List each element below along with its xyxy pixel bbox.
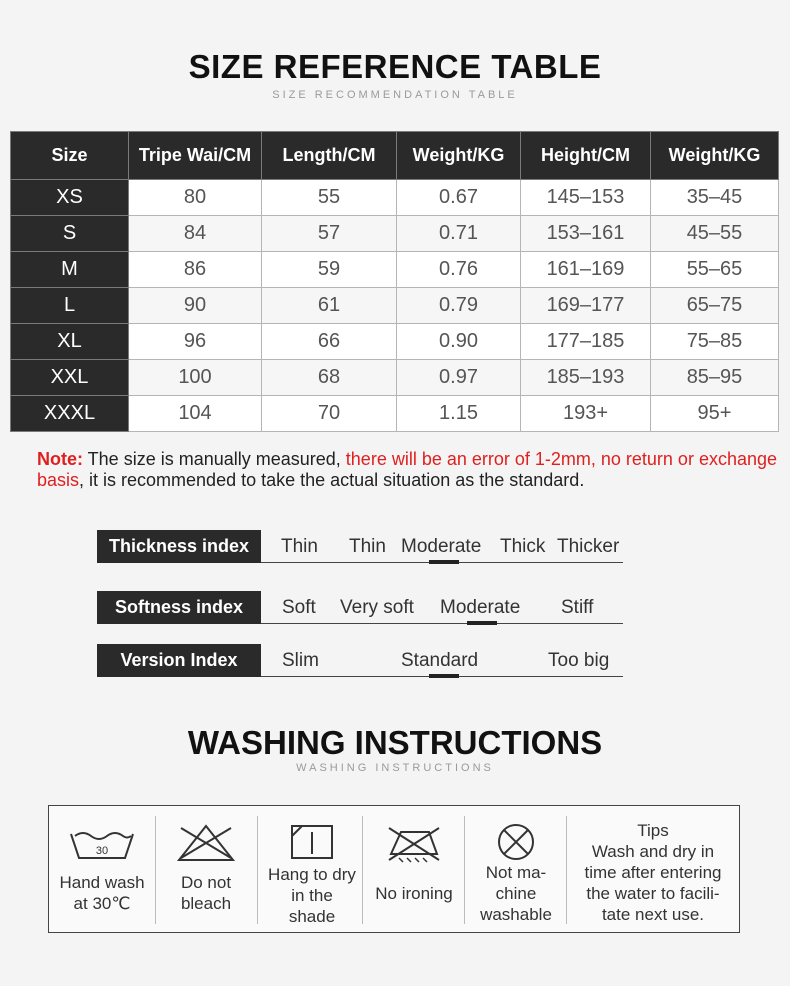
- table-cell: 84: [129, 216, 262, 252]
- size-table-title: SIZE REFERENCE TABLE: [188, 48, 602, 85]
- tips-item: [568, 816, 738, 924]
- header-size: Size: [11, 132, 129, 180]
- table-cell: 0.90: [397, 324, 521, 360]
- table-cell: 45–55: [651, 216, 779, 252]
- thickness-index-label: Thickness index: [97, 530, 261, 563]
- no-bleach-item: [157, 816, 255, 924]
- no-bleach-line: bleach: [180, 894, 232, 913]
- note-label: Note:: [37, 449, 83, 469]
- table-cell: 0.97: [397, 360, 521, 396]
- hand-wash-item: [51, 816, 153, 924]
- no-ironing-line: No ironing: [375, 884, 453, 903]
- no-machine-line: chine: [495, 884, 537, 903]
- header-waist: Tripe Wai/CM: [129, 132, 262, 180]
- hand-wash-icon: [69, 824, 135, 864]
- header-body-weight: Weight/KG: [651, 132, 779, 180]
- table-cell: 57: [262, 216, 397, 252]
- table-cell: 75–85: [651, 324, 779, 360]
- table-row: [11, 180, 779, 216]
- no-bleach-line: Do not: [180, 873, 232, 892]
- table-cell: 193+: [521, 396, 651, 432]
- divider: [464, 816, 465, 924]
- hand-wash-line: at 30℃: [73, 894, 131, 913]
- softness-index-label: Softness index: [97, 591, 261, 624]
- table-cell: 55: [262, 180, 397, 216]
- table-cell: 100: [129, 360, 262, 396]
- version-index-row: [97, 644, 623, 680]
- table-cell: 66: [262, 324, 397, 360]
- table-cell: 70: [262, 396, 397, 432]
- hang-dry-icon: [290, 824, 334, 860]
- no-machine-line: Not ma-: [485, 863, 547, 882]
- note-text: The size is manually measured,: [83, 449, 346, 469]
- tips-line: tate next use.: [601, 905, 705, 924]
- table-header-row: [11, 132, 779, 180]
- size-reference-table: [10, 131, 779, 432]
- divider: [566, 816, 567, 924]
- note-warning: there will be an error of 1-2mm, no return or exchange basis: [37, 449, 778, 490]
- softness-index-row: [97, 591, 623, 627]
- table-cell: 85–95: [651, 360, 779, 396]
- divider: [155, 816, 156, 924]
- table-row: [11, 360, 779, 396]
- tips-line: time after entering: [584, 863, 722, 882]
- thickness-option: Moderate: [401, 536, 482, 557]
- table-cell: 153–161: [521, 216, 651, 252]
- size-note: [37, 449, 777, 491]
- table-cell: 0.67: [397, 180, 521, 216]
- hang-dry-item: [259, 816, 365, 924]
- table-cell: 61: [262, 288, 397, 324]
- note-text-end: , it is recommended to take the actual situation as the standard.: [79, 470, 585, 490]
- table-cell: 90: [129, 288, 262, 324]
- tips-line: Wash and dry in: [591, 842, 715, 861]
- hang-dry-line: Hang to dry: [268, 865, 356, 884]
- no-machine-wash-icon: [494, 822, 538, 862]
- table-cell: 55–65: [651, 252, 779, 288]
- divider: [362, 816, 363, 924]
- size-cell: XL: [11, 324, 129, 360]
- no-bleach-text: [157, 872, 255, 914]
- table-cell: 161–169: [521, 252, 651, 288]
- table-cell: 59: [262, 252, 397, 288]
- table-cell: 65–75: [651, 288, 779, 324]
- thickness-option: Thin: [349, 536, 386, 557]
- table-cell: 35–45: [651, 180, 779, 216]
- header-height: Height/CM: [521, 132, 651, 180]
- table-cell: 185–193: [521, 360, 651, 396]
- no-ironing-icon: [385, 824, 443, 864]
- tips-text: [568, 820, 738, 925]
- version-option: Too big: [548, 650, 610, 671]
- no-machine-line: washable: [480, 905, 552, 924]
- version-selected-marker: [429, 674, 459, 678]
- no-machine-wash-item: [466, 816, 566, 924]
- table-row: [11, 216, 779, 252]
- table-cell: 95+: [651, 396, 779, 432]
- softness-option: Very soft: [340, 597, 414, 618]
- hang-dry-line: in the: [291, 886, 333, 905]
- table-row: [11, 324, 779, 360]
- hang-dry-line: shade: [288, 907, 336, 926]
- softness-selected-marker: [467, 621, 497, 625]
- divider: [257, 816, 258, 924]
- hand-wash-text: [51, 872, 153, 914]
- table-cell: 0.76: [397, 252, 521, 288]
- size-cell: M: [11, 252, 129, 288]
- no-bleach-icon: [175, 822, 237, 864]
- table-row: [11, 288, 779, 324]
- softness-option: Stiff: [561, 597, 594, 618]
- table-cell: 68: [262, 360, 397, 396]
- no-ironing-text: [364, 883, 464, 904]
- version-index-label: Version Index: [97, 644, 261, 677]
- hang-dry-text: [259, 864, 365, 927]
- tips-heading: Tips: [637, 821, 669, 840]
- washing-subtitle: WASHING INSTRUCTIONS: [296, 762, 494, 774]
- table-cell: 145–153: [521, 180, 651, 216]
- softness-index-line: [261, 623, 623, 624]
- no-ironing-item: [364, 816, 464, 924]
- size-cell: XS: [11, 180, 129, 216]
- table-cell: 86: [129, 252, 262, 288]
- thickness-option: Thin: [281, 536, 318, 557]
- washing-title: WASHING INSTRUCTIONS: [187, 724, 603, 761]
- tips-line: the water to facili-: [586, 884, 720, 903]
- wash-temp-label: 30: [95, 845, 109, 857]
- table-cell: 0.71: [397, 216, 521, 252]
- table-cell: 0.79: [397, 288, 521, 324]
- table-cell: 177–185: [521, 324, 651, 360]
- thickness-selected-marker: [429, 560, 459, 564]
- thickness-index-row: [97, 530, 623, 566]
- table-cell: 1.15: [397, 396, 521, 432]
- version-option: Slim: [282, 650, 319, 671]
- size-cell: S: [11, 216, 129, 252]
- size-cell: XXL: [11, 360, 129, 396]
- size-table-subtitle: SIZE RECOMMENDATION TABLE: [272, 89, 518, 101]
- header-weight: Weight/KG: [397, 132, 521, 180]
- softness-option: Moderate: [440, 597, 521, 618]
- size-cell: XXXL: [11, 396, 129, 432]
- softness-option: Soft: [282, 597, 316, 618]
- thickness-option: Thick: [500, 536, 546, 557]
- table-row: [11, 396, 779, 432]
- version-option: Standard: [401, 650, 479, 671]
- header-length: Length/CM: [262, 132, 397, 180]
- no-machine-wash-text: [466, 862, 566, 925]
- thickness-option: Thicker: [557, 536, 620, 557]
- table-cell: 96: [129, 324, 262, 360]
- size-cell: L: [11, 288, 129, 324]
- table-cell: 80: [129, 180, 262, 216]
- table-row: [11, 252, 779, 288]
- washing-instructions-box: [48, 805, 740, 933]
- table-cell: 104: [129, 396, 262, 432]
- hand-wash-line: Hand wash: [59, 873, 145, 892]
- table-cell: 169–177: [521, 288, 651, 324]
